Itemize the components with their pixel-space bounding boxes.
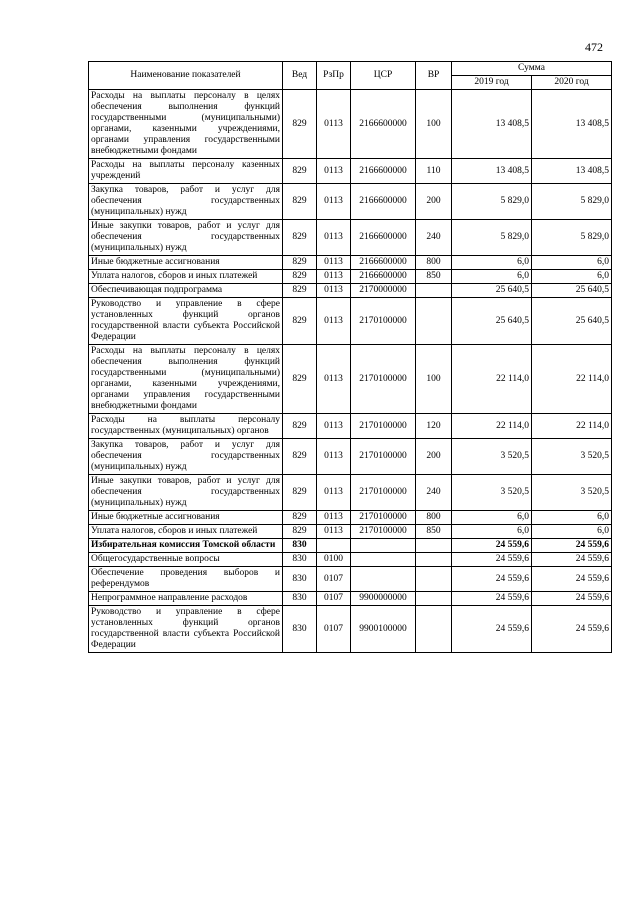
cell-vr bbox=[416, 553, 452, 567]
cell-name: Иные закупки товаров, работ и услуг для обеспечения государственных (муниципальных) нужд bbox=[89, 220, 283, 256]
header-name: Наименование показателей bbox=[89, 62, 283, 90]
cell-ved: 829 bbox=[283, 284, 317, 298]
cell-rzpr: 0113 bbox=[317, 345, 351, 414]
cell-name: Закупка товаров, работ и услуг для обеспечения государственных (муниципальных) нужд bbox=[89, 184, 283, 220]
cell-ved: 829 bbox=[283, 345, 317, 414]
cell-vr: 240 bbox=[416, 475, 452, 511]
cell-name: Руководство и управление в сфере установленных функций органов государственной власти субъекта Российской Федерации bbox=[89, 298, 283, 345]
cell-y2020: 3 520,5 bbox=[532, 439, 612, 475]
cell-ved: 829 bbox=[283, 90, 317, 159]
cell-rzpr: 0113 bbox=[317, 439, 351, 475]
cell-rzpr: 0113 bbox=[317, 90, 351, 159]
table-row bbox=[89, 439, 612, 475]
cell-y2019: 3 520,5 bbox=[452, 439, 532, 475]
cell-y2020: 6,0 bbox=[532, 525, 612, 539]
cell-ved: 829 bbox=[283, 475, 317, 511]
cell-vr: 120 bbox=[416, 414, 452, 439]
cell-rzpr: 0113 bbox=[317, 159, 351, 184]
cell-y2020: 22 114,0 bbox=[532, 345, 612, 414]
cell-csr: 2170100000 bbox=[351, 298, 416, 345]
table-row bbox=[89, 270, 612, 284]
cell-name: Избирательная комиссия Томской области bbox=[89, 539, 283, 553]
cell-name: Уплата налогов, сборов и иных платежей bbox=[89, 270, 283, 284]
cell-rzpr: 0113 bbox=[317, 270, 351, 284]
page-number: 472 bbox=[585, 40, 603, 54]
cell-y2020: 6,0 bbox=[532, 256, 612, 270]
table-row bbox=[89, 592, 612, 606]
cell-y2019: 25 640,5 bbox=[452, 298, 532, 345]
cell-y2019: 24 559,6 bbox=[452, 539, 532, 553]
cell-vr bbox=[416, 567, 452, 592]
cell-rzpr: 0113 bbox=[317, 511, 351, 525]
cell-ved: 829 bbox=[283, 256, 317, 270]
cell-vr: 200 bbox=[416, 184, 452, 220]
cell-ved: 829 bbox=[283, 184, 317, 220]
cell-rzpr: 0113 bbox=[317, 525, 351, 539]
header-vr: ВР bbox=[416, 62, 452, 90]
cell-y2019: 25 640,5 bbox=[452, 284, 532, 298]
cell-ved: 829 bbox=[283, 298, 317, 345]
cell-y2020: 6,0 bbox=[532, 270, 612, 284]
cell-ved: 830 bbox=[283, 539, 317, 553]
cell-csr: 2170100000 bbox=[351, 439, 416, 475]
table-row bbox=[89, 525, 612, 539]
cell-name: Обеспечивающая подпрограмма bbox=[89, 284, 283, 298]
cell-csr: 2166600000 bbox=[351, 159, 416, 184]
cell-y2019: 6,0 bbox=[452, 256, 532, 270]
table-row bbox=[89, 414, 612, 439]
table-row bbox=[89, 284, 612, 298]
cell-rzpr: 0113 bbox=[317, 284, 351, 298]
table-row bbox=[89, 90, 612, 159]
cell-csr: 9900000000 bbox=[351, 592, 416, 606]
cell-y2019: 22 114,0 bbox=[452, 414, 532, 439]
cell-y2020: 5 829,0 bbox=[532, 184, 612, 220]
cell-csr: 2166600000 bbox=[351, 184, 416, 220]
table-row bbox=[89, 475, 612, 511]
cell-name: Закупка товаров, работ и услуг для обеспечения государственных (муниципальных) нужд bbox=[89, 439, 283, 475]
cell-vr: 240 bbox=[416, 220, 452, 256]
cell-name: Иные бюджетные ассигнования bbox=[89, 256, 283, 270]
cell-vr: 850 bbox=[416, 270, 452, 284]
cell-ved: 829 bbox=[283, 414, 317, 439]
cell-csr: 2166600000 bbox=[351, 270, 416, 284]
table-body bbox=[89, 90, 612, 653]
cell-name: Непрограммное направление расходов bbox=[89, 592, 283, 606]
cell-y2020: 13 408,5 bbox=[532, 90, 612, 159]
cell-vr bbox=[416, 592, 452, 606]
cell-name: Иные бюджетные ассигнования bbox=[89, 511, 283, 525]
cell-y2019: 24 559,6 bbox=[452, 592, 532, 606]
table-row bbox=[89, 539, 612, 553]
cell-rzpr: 0100 bbox=[317, 553, 351, 567]
cell-rzpr bbox=[317, 539, 351, 553]
cell-rzpr: 0113 bbox=[317, 475, 351, 511]
cell-y2020: 25 640,5 bbox=[532, 284, 612, 298]
cell-csr: 2170100000 bbox=[351, 511, 416, 525]
cell-y2019: 6,0 bbox=[452, 511, 532, 525]
cell-name: Общегосударственные вопросы bbox=[89, 553, 283, 567]
cell-csr: 2166600000 bbox=[351, 256, 416, 270]
cell-ved: 829 bbox=[283, 159, 317, 184]
cell-name: Расходы на выплаты персоналу в целях обеспечения выполнения функций государственными (муниципальными) органами, казенными учреждениями, органами управления государственными внебюджетными фондами bbox=[89, 345, 283, 414]
table-row bbox=[89, 159, 612, 184]
header-row bbox=[89, 62, 612, 76]
cell-ved: 829 bbox=[283, 439, 317, 475]
cell-csr: 2170100000 bbox=[351, 525, 416, 539]
cell-y2020: 24 559,6 bbox=[532, 553, 612, 567]
cell-ved: 829 bbox=[283, 525, 317, 539]
cell-vr: 100 bbox=[416, 345, 452, 414]
cell-rzpr: 0113 bbox=[317, 220, 351, 256]
cell-csr bbox=[351, 539, 416, 553]
cell-rzpr: 0113 bbox=[317, 414, 351, 439]
cell-y2020: 24 559,6 bbox=[532, 592, 612, 606]
cell-name: Руководство и управление в сфере установленных функций органов государственной власти субъекта Российской Федерации bbox=[89, 606, 283, 653]
cell-y2019: 6,0 bbox=[452, 525, 532, 539]
cell-ved: 829 bbox=[283, 220, 317, 256]
cell-y2019: 22 114,0 bbox=[452, 345, 532, 414]
cell-y2019: 6,0 bbox=[452, 270, 532, 284]
cell-vr: 800 bbox=[416, 511, 452, 525]
cell-rzpr: 0113 bbox=[317, 256, 351, 270]
cell-vr: 850 bbox=[416, 525, 452, 539]
cell-y2020: 25 640,5 bbox=[532, 298, 612, 345]
table-row bbox=[89, 345, 612, 414]
cell-name: Расходы на выплаты персоналу казенных учреждений bbox=[89, 159, 283, 184]
table-row bbox=[89, 184, 612, 220]
cell-y2019: 13 408,5 bbox=[452, 159, 532, 184]
cell-rzpr: 0107 bbox=[317, 606, 351, 653]
cell-y2020: 13 408,5 bbox=[532, 159, 612, 184]
cell-ved: 830 bbox=[283, 592, 317, 606]
cell-csr: 2170100000 bbox=[351, 345, 416, 414]
table-row bbox=[89, 220, 612, 256]
cell-name: Обеспечение проведения выборов и референдумов bbox=[89, 567, 283, 592]
cell-csr: 9900100000 bbox=[351, 606, 416, 653]
cell-rzpr: 0113 bbox=[317, 298, 351, 345]
cell-vr bbox=[416, 539, 452, 553]
cell-y2019: 24 559,6 bbox=[452, 567, 532, 592]
cell-csr: 2166600000 bbox=[351, 90, 416, 159]
table-row bbox=[89, 511, 612, 525]
cell-y2019: 5 829,0 bbox=[452, 184, 532, 220]
cell-vr: 100 bbox=[416, 90, 452, 159]
cell-y2019: 24 559,6 bbox=[452, 606, 532, 653]
cell-y2020: 24 559,6 bbox=[532, 539, 612, 553]
cell-csr bbox=[351, 553, 416, 567]
cell-vr: 200 bbox=[416, 439, 452, 475]
budget-table bbox=[88, 61, 612, 653]
cell-y2019: 5 829,0 bbox=[452, 220, 532, 256]
cell-csr: 2170100000 bbox=[351, 414, 416, 439]
cell-y2019: 24 559,6 bbox=[452, 553, 532, 567]
cell-rzpr: 0107 bbox=[317, 592, 351, 606]
cell-name: Расходы на выплаты персоналу государственных (муниципальных) органов bbox=[89, 414, 283, 439]
cell-y2020: 5 829,0 bbox=[532, 220, 612, 256]
table-row bbox=[89, 606, 612, 653]
cell-y2020: 24 559,6 bbox=[532, 567, 612, 592]
cell-vr bbox=[416, 298, 452, 345]
header-ved: Вед bbox=[283, 62, 317, 90]
cell-vr bbox=[416, 606, 452, 653]
cell-y2020: 24 559,6 bbox=[532, 606, 612, 653]
cell-y2019: 13 408,5 bbox=[452, 90, 532, 159]
cell-name: Уплата налогов, сборов и иных платежей bbox=[89, 525, 283, 539]
cell-y2020: 22 114,0 bbox=[532, 414, 612, 439]
cell-ved: 829 bbox=[283, 511, 317, 525]
header-sum: Сумма bbox=[452, 62, 612, 76]
cell-y2020: 6,0 bbox=[532, 511, 612, 525]
cell-csr: 2170000000 bbox=[351, 284, 416, 298]
cell-name: Иные закупки товаров, работ и услуг для обеспечения государственных (муниципальных) нужд bbox=[89, 475, 283, 511]
table-row bbox=[89, 567, 612, 592]
table-row bbox=[89, 298, 612, 345]
table-row bbox=[89, 256, 612, 270]
cell-rzpr: 0113 bbox=[317, 184, 351, 220]
header-rzpr: РзПр bbox=[317, 62, 351, 90]
cell-csr bbox=[351, 567, 416, 592]
table-row bbox=[89, 553, 612, 567]
cell-ved: 830 bbox=[283, 553, 317, 567]
cell-rzpr: 0107 bbox=[317, 567, 351, 592]
cell-name: Расходы на выплаты персоналу в целях обеспечения выполнения функций государственными (муниципальными) органами, казенными учреждениями, органами управления государственными внебюджетными фондами bbox=[89, 90, 283, 159]
cell-ved: 829 bbox=[283, 270, 317, 284]
cell-ved: 830 bbox=[283, 606, 317, 653]
header-2019: 2019 год bbox=[452, 76, 532, 90]
cell-vr bbox=[416, 284, 452, 298]
cell-ved: 830 bbox=[283, 567, 317, 592]
cell-vr: 800 bbox=[416, 256, 452, 270]
cell-csr: 2170100000 bbox=[351, 475, 416, 511]
cell-y2020: 3 520,5 bbox=[532, 475, 612, 511]
header-csr: ЦСР bbox=[351, 62, 416, 90]
cell-csr: 2166600000 bbox=[351, 220, 416, 256]
cell-vr: 110 bbox=[416, 159, 452, 184]
header-2020: 2020 год bbox=[532, 76, 612, 90]
cell-y2019: 3 520,5 bbox=[452, 475, 532, 511]
